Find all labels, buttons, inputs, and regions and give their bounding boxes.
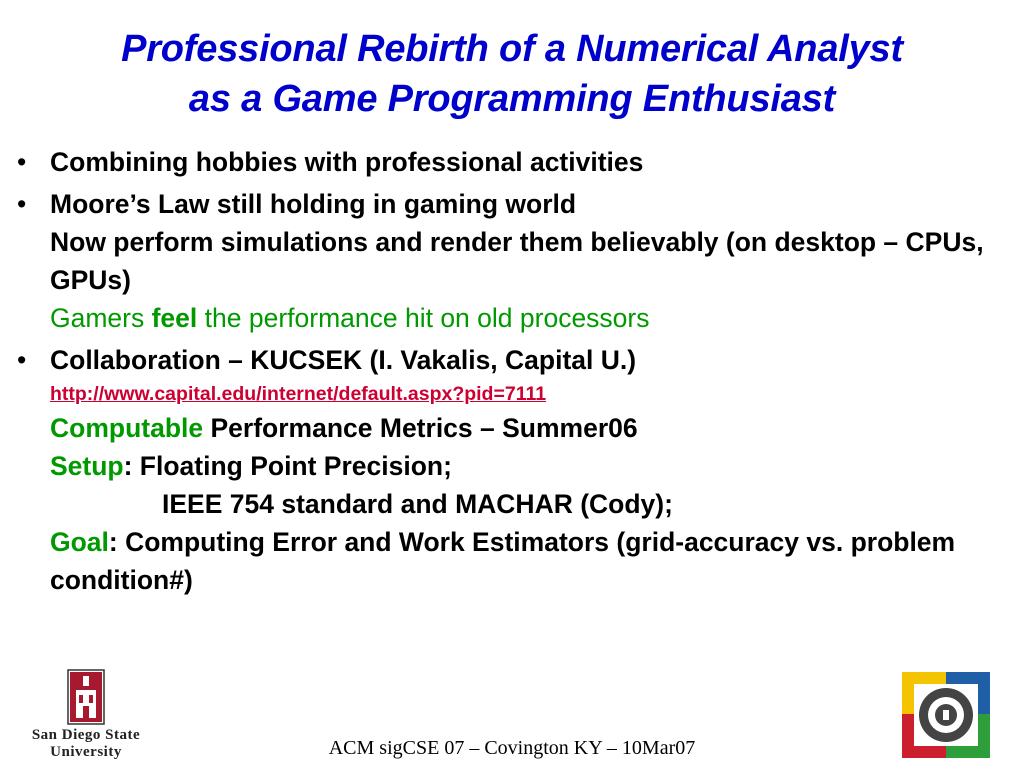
acm-sigcse-icon — [896, 666, 996, 764]
sdsu-seal-icon — [12, 668, 160, 726]
footer-text: ACM sigCSE 07 – Covington KY – 10Mar07 — [328, 737, 696, 759]
moores-law-line: Moore’s Law still holding in gaming world — [50, 189, 577, 219]
title-line-2: as a Game Programming Enthusiast — [188, 78, 836, 120]
bullet-marker: • — [17, 147, 27, 177]
ieee-line: IEEE 754 standard and MACHAR (Cody); — [162, 489, 673, 519]
slide-title — [0, 24, 1024, 124]
collaboration-line: Collaboration – KUCSEK (I. Vakalis, Capital U.) — [50, 345, 637, 375]
gamers-line — [50, 299, 1010, 337]
bullet-marker: • — [17, 189, 27, 219]
goal-green: Goal — [50, 527, 109, 557]
setup-rest: : Floating Point Precision; — [123, 451, 452, 481]
goal-rest: : Computing Error and Work Estimators (grid-accuracy vs. problem condition#) — [50, 527, 956, 595]
metrics-green: Computable — [50, 413, 204, 443]
simulations-line: Now perform simulations and render them believably (on desktop – CPUs, GPUs) — [50, 227, 984, 295]
setup-green: Setup — [50, 451, 124, 481]
bullet-text: Combining hobbies with professional activities — [50, 147, 644, 177]
gamers-pre: Gamers — [50, 303, 152, 333]
bullet-item-collaboration — [0, 341, 1010, 599]
gamers-post: the performance hit on old processors — [197, 303, 650, 333]
bullet-marker: • — [17, 345, 27, 375]
metrics-line — [50, 409, 1010, 447]
goal-line — [50, 523, 1010, 599]
capital-link[interactable]: http://www.capital.edu/internet/default.aspx?pid=7111 — [50, 383, 547, 405]
bullet-list — [0, 143, 1010, 603]
sdsu-name-line1: San Diego State — [31, 727, 141, 743]
gamers-emphasis: feel — [151, 303, 198, 333]
metrics-rest: Performance Metrics – Summer06 — [203, 413, 638, 443]
acm-sigcse-logo — [896, 666, 996, 764]
bullet-item-hobbies — [0, 143, 1010, 181]
title-line-1: Professional Rebirth of a Numerical Analyst — [121, 28, 903, 70]
capital-link-line — [50, 379, 1010, 409]
sdsu-name-line2: University — [50, 744, 122, 760]
setup-line — [50, 447, 1010, 485]
bullet-item-moores-law — [0, 185, 1010, 337]
